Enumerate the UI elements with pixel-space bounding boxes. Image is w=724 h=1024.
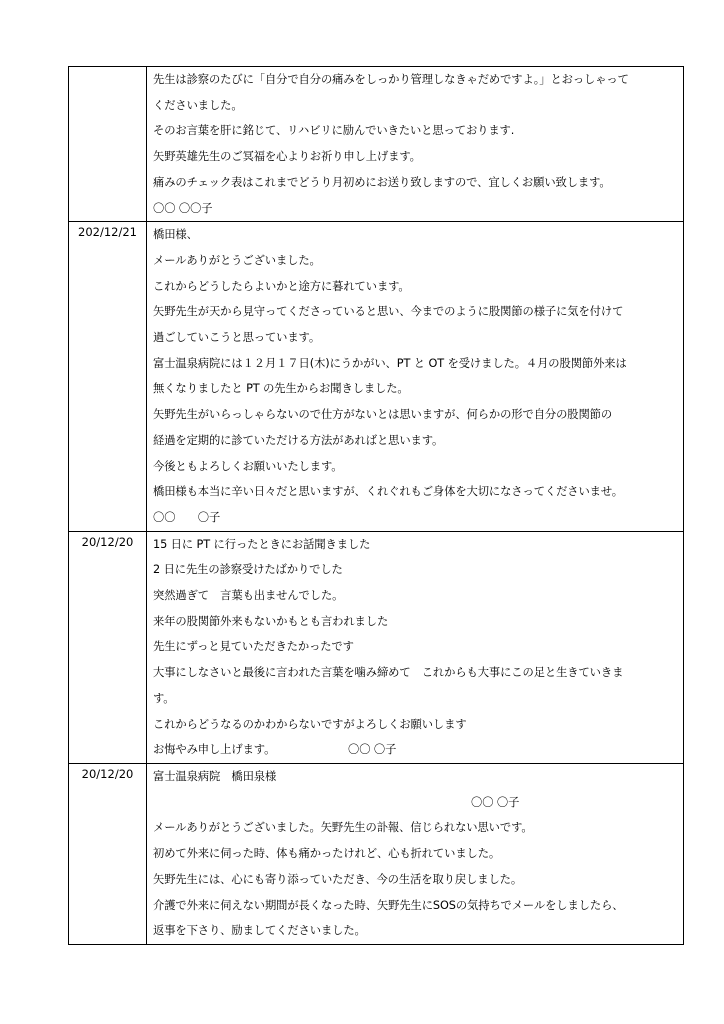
message-line: 富士温泉病院 橋田泉様 <box>153 769 277 783</box>
message-line: 矢野英雄先生のご冥福を心よりお祈り申し上げます。 <box>153 150 421 164</box>
signature-line: お悔やみ申し上げます。 〇〇 〇子 <box>153 743 397 757</box>
message-line: 2 日に先生の診察受けたばかりでした <box>153 563 343 577</box>
message-line: 大事にしなさいと最後に言われた言葉を噛み締めて これからも大事にこの足と生きていきま <box>153 666 624 680</box>
message-cell <box>147 531 684 763</box>
table-row <box>69 67 684 222</box>
message-line: 痛みのチェック表はこれまでどうり月初めにお送り致しますので、宜しくお願い致します。 <box>153 175 611 189</box>
message-line: 矢野先生が天から見守ってくださっていると思い、今までのように股関節の様子に気を付けて <box>153 305 624 319</box>
message-line: 来年の股関節外来もないかもとも言われました <box>153 614 389 628</box>
signature-line: 〇〇 〇〇子 <box>153 201 213 215</box>
message-line: 先生にずっと見ていただきたかったです <box>153 640 354 654</box>
message-cell <box>147 763 684 944</box>
signature-line: 〇〇 〇子 <box>471 795 520 809</box>
message-line: くださいました。 <box>153 98 243 112</box>
message-line: 突然過ぎて 言葉も出ませんでした。 <box>153 589 344 603</box>
message-line: 今後ともよろしくお願いいたします。 <box>153 459 343 473</box>
message-line: メールありがとうございました。矢野先生の訃報、信じられない思いです。 <box>153 821 533 835</box>
message-line: 介護で外来に伺えない期間が長くなった時、矢野先生にSOSの気持ちでメールをしましたら、 <box>153 898 624 912</box>
message-line: 矢野先生には、心にも寄り添っていただき、今の生活を取り戻しました。 <box>153 872 523 886</box>
message-line: これからどうなるのかわからないですがよろしくお願いします <box>153 717 467 731</box>
message-line: す。 <box>153 691 175 705</box>
date-cell: 20/12/20 <box>69 763 147 944</box>
date-cell: 202/12/21 <box>69 222 147 531</box>
message-line: 経過を定期的に診ていただける方法があればと思います。 <box>153 433 444 447</box>
message-line: 矢野先生がいらっしゃらないので仕方がないとは思いますが、何らかの形で自分の股関節の <box>153 408 613 422</box>
correspondence-table <box>68 66 684 945</box>
table-row <box>69 763 684 944</box>
message-line: 15 日に PT に行ったときにお話聞きました <box>153 537 371 551</box>
date-cell: 20/12/20 <box>69 531 147 763</box>
message-line: 過ごしていこうと思っています。 <box>153 331 321 345</box>
table-row <box>69 531 684 763</box>
date-cell <box>69 67 147 222</box>
message-cell <box>147 222 684 531</box>
message-line: メールありがとうございました。 <box>153 253 321 267</box>
message-line: 返事を下さり、励ましてくださいました。 <box>153 924 366 938</box>
message-line: 橋田様、 <box>153 228 198 242</box>
message-line: 富士温泉病院には１２月１７日(木)にうかがい、PT と OT を受けました。４月の股関節外来は <box>153 356 627 370</box>
message-line: 無くなりましたと PT の先生からお聞きしました。 <box>153 382 409 396</box>
message-line: 初めて外来に伺った時、体も痛かったけれど、心も折れていました。 <box>153 847 501 861</box>
message-line: 先生は診察のたびに「自分で自分の痛みをしっかり管理しなきゃだめですよ。」とおっしゃって <box>153 73 629 86</box>
message-line: そのお言葉を肝に銘じて、リハビリに励んでいきたいと思っております. <box>153 124 515 138</box>
signature-line: 〇〇 〇子 <box>153 510 221 524</box>
message-line: 橋田様も本当に辛い日々だと思いますが、くれぐれもご身体を大切になさってくださいませ。 <box>153 485 623 499</box>
message-line: これからどうしたらよいかと途方に暮れています。 <box>153 279 410 293</box>
table-row <box>69 222 684 531</box>
message-cell <box>147 67 684 222</box>
